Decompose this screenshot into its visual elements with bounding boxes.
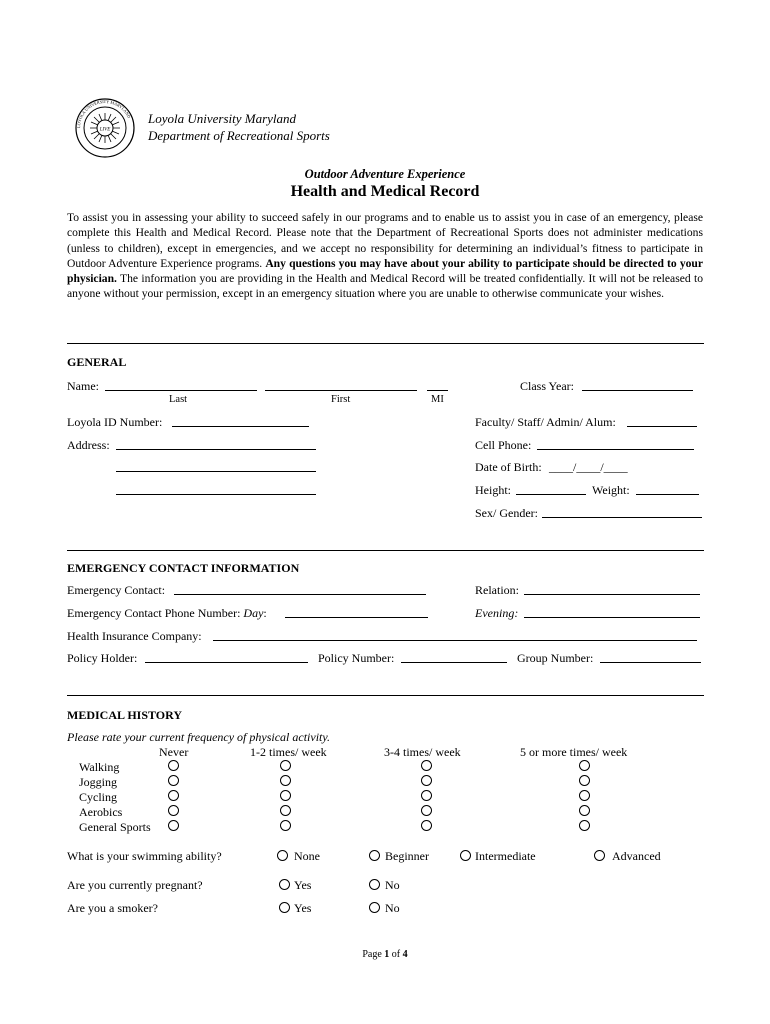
activity-frequency-radio[interactable] bbox=[168, 805, 179, 816]
height-field[interactable] bbox=[516, 483, 586, 495]
evening-label: Evening: bbox=[475, 606, 519, 620]
activity-frequency-radio[interactable] bbox=[168, 760, 179, 771]
section-divider bbox=[67, 343, 704, 344]
activity-frequency-radio[interactable] bbox=[421, 790, 432, 801]
activity-frequency-radio[interactable] bbox=[579, 790, 590, 801]
class-year-field[interactable] bbox=[582, 379, 693, 391]
activity-frequency-radio[interactable] bbox=[168, 820, 179, 831]
activity-frequency-radio[interactable] bbox=[168, 790, 179, 801]
loyola-id-label: Loyola ID Number: bbox=[67, 415, 163, 429]
activity-aerobics: Aerobics bbox=[79, 805, 123, 819]
sex-gender-label: Sex/ Gender: bbox=[475, 506, 538, 520]
emergency-heading: EMERGENCY CONTACT INFORMATION bbox=[67, 561, 300, 575]
middle-initial-field[interactable] bbox=[427, 379, 448, 391]
activity-frequency-radio[interactable] bbox=[280, 805, 291, 816]
activity-frequency-radio[interactable] bbox=[579, 805, 590, 816]
activity-frequency-radio[interactable] bbox=[421, 820, 432, 831]
first-name-field[interactable] bbox=[265, 379, 417, 391]
emergency-contact-field[interactable] bbox=[174, 583, 426, 595]
activity-general-sports: General Sports bbox=[79, 820, 151, 834]
swim-beginner-label: Beginner bbox=[385, 849, 429, 863]
mi-caption: MI bbox=[431, 394, 444, 405]
svg-text:LIVE: LIVE bbox=[99, 127, 111, 133]
activity-frequency-radio[interactable] bbox=[280, 760, 291, 771]
section-divider bbox=[67, 695, 704, 696]
form-title: Health and Medical Record bbox=[290, 183, 480, 200]
smoker-no-label: No bbox=[385, 901, 400, 915]
policy-holder-label: Policy Holder: bbox=[67, 651, 138, 665]
swim-advanced-label: Advanced bbox=[612, 849, 661, 863]
cell-phone-field[interactable] bbox=[537, 438, 694, 450]
freq-col-1-2: 1-2 times/ week bbox=[250, 745, 327, 759]
dob-label: Date of Birth: bbox=[475, 460, 542, 474]
swim-none-label: None bbox=[294, 849, 320, 863]
activity-frequency-radio[interactable] bbox=[579, 775, 590, 786]
activity-frequency-radio[interactable] bbox=[280, 775, 291, 786]
policy-number-field[interactable] bbox=[401, 651, 507, 663]
freq-col-5plus: 5 or more times/ week bbox=[520, 745, 628, 759]
weight-label: Weight: bbox=[592, 483, 630, 497]
pregnant-question: Are you currently pregnant? bbox=[67, 878, 203, 892]
section-divider bbox=[67, 550, 704, 551]
activity-cycling: Cycling bbox=[79, 790, 117, 804]
university-name: Loyola University Maryland bbox=[148, 111, 297, 126]
swim-intermediate-label: Intermediate bbox=[475, 849, 536, 863]
day-phone-field[interactable] bbox=[285, 606, 428, 618]
evening-phone-field[interactable] bbox=[524, 606, 700, 618]
swim-none-radio[interactable] bbox=[277, 850, 288, 861]
height-label: Height: bbox=[475, 483, 511, 497]
smoker-yes-radio[interactable] bbox=[279, 902, 290, 913]
intro-paragraph: To assist you in assessing your ability to succeed safely in our programs and to enable us to assist you in case of an emergency, please complete this Health and Medical Record. Please note that the Department of Recreational Sports does not administer medications (unless to children), except in emergencies, and we accept no responsibility for determining an individual’s fitness to participate in Outdoor Adventure Experience programs. Any questions you may have about your ability to participate should be directed to your physician. The information you are providing in the Health and Medical Record will be treated confidentially. It will not be released to anyone without your permission, except in an emergency situation where you are unable to otherwise communicate your wishes. bbox=[67, 211, 704, 301]
activity-frequency-radio[interactable] bbox=[168, 775, 179, 786]
activity-frequency-radio[interactable] bbox=[280, 820, 291, 831]
address-line-3[interactable] bbox=[116, 483, 316, 495]
pregnant-yes-label: Yes bbox=[294, 878, 312, 892]
svg-text:LOYOLA UNIVERSITY MARYLAND: LOYOLA UNIVERSITY MARYLAND bbox=[75, 98, 132, 129]
name-label: Name: bbox=[67, 379, 99, 393]
first-caption: First bbox=[331, 394, 351, 405]
faculty-field[interactable] bbox=[627, 415, 697, 427]
activity-frequency-radio[interactable] bbox=[421, 775, 432, 786]
general-heading: GENERAL bbox=[67, 355, 127, 369]
pregnant-yes-radio[interactable] bbox=[279, 879, 290, 890]
swim-advanced-radio[interactable] bbox=[594, 850, 605, 861]
freq-col-never: Never bbox=[159, 745, 189, 759]
swim-question: What is your swimming ability? bbox=[67, 849, 222, 863]
smoker-yes-label: Yes bbox=[294, 901, 312, 915]
relation-label: Relation: bbox=[475, 583, 519, 597]
freq-col-3-4: 3-4 times/ week bbox=[384, 745, 461, 759]
relation-field[interactable] bbox=[524, 583, 700, 595]
address-label: Address: bbox=[67, 438, 110, 452]
sex-gender-field[interactable] bbox=[542, 506, 702, 518]
activity-frequency-radio[interactable] bbox=[421, 760, 432, 771]
activity-jogging: Jogging bbox=[79, 775, 118, 789]
insurance-label: Health Insurance Company: bbox=[67, 629, 202, 643]
activity-frequency-radio[interactable] bbox=[579, 760, 590, 771]
group-number-field[interactable] bbox=[600, 651, 701, 663]
form-subtitle: Outdoor Adventure Experience bbox=[304, 167, 466, 181]
university-seal-logo bbox=[74, 97, 136, 159]
smoker-no-radio[interactable] bbox=[369, 902, 380, 913]
contact-phone-label: Emergency Contact Phone Number: Day: bbox=[67, 606, 267, 620]
address-line-2[interactable] bbox=[116, 460, 316, 472]
activity-prompt: Please rate your current frequency of physical activity. bbox=[67, 730, 331, 744]
cell-phone-label: Cell Phone: bbox=[475, 438, 532, 452]
policy-number-label: Policy Number: bbox=[318, 651, 395, 665]
swim-intermediate-radio[interactable] bbox=[460, 850, 471, 861]
dob-field[interactable]: ____/____/____ bbox=[549, 460, 628, 474]
policy-holder-field[interactable] bbox=[145, 651, 308, 663]
smoker-question: Are you a smoker? bbox=[67, 901, 158, 915]
page-number: Page 1 of 4 bbox=[362, 949, 408, 960]
activity-walking: Walking bbox=[79, 760, 120, 774]
loyola-id-field[interactable] bbox=[172, 415, 309, 427]
emergency-contact-label: Emergency Contact: bbox=[67, 583, 166, 597]
activity-frequency-radio[interactable] bbox=[421, 805, 432, 816]
department-name: Department of Recreational Sports bbox=[148, 128, 330, 143]
weight-field[interactable] bbox=[636, 483, 699, 495]
pregnant-no-radio[interactable] bbox=[369, 879, 380, 890]
activity-frequency-radio[interactable] bbox=[579, 820, 590, 831]
class-year-label: Class Year: bbox=[520, 379, 575, 393]
last-name-field[interactable] bbox=[105, 379, 257, 391]
medical-heading: MEDICAL HISTORY bbox=[67, 708, 183, 722]
last-caption: Last bbox=[169, 394, 188, 405]
swim-beginner-radio[interactable] bbox=[369, 850, 380, 861]
group-number-label: Group Number: bbox=[517, 651, 594, 665]
pregnant-no-label: No bbox=[385, 878, 400, 892]
insurance-field[interactable] bbox=[213, 629, 697, 641]
address-line-1[interactable] bbox=[116, 438, 316, 450]
activity-frequency-radio[interactable] bbox=[280, 790, 291, 801]
faculty-label: Faculty/ Staff/ Admin/ Alum: bbox=[475, 415, 616, 429]
